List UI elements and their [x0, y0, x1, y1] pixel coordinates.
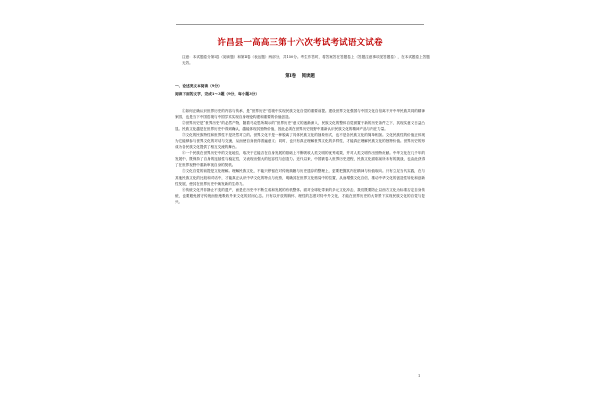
paragraph: ④一个民族在世界历史中的文化地位，取决于它能否在自身发展的基础上不断吸收人类文明的优秀成果，并对人类文明作出独特贡献。中华文化在几千年的发展中，既保持了自身的连续性与稳定性，又表现出强大的包容性与创造力。近代以来，中国被卷入世界历史进程，民族文化面临前所未有的挑战，也由此获得了在世界视野中重新审视自身的契机。: [175, 151, 425, 168]
paragraph: ③文化的民族特性和世界性不是决然对立的。世界文化不是一种脱离了具体民族文化的抽象形式，也不是各民族文化的简单相加。文化民族性的价值正体现为它能够参与世界文化的对话与交流，从而使自身获得普遍意义；同时，也只有真正理解世界文化的多样性，才能真正理解民族文化的独特价值。世界历史的形成为各民族文化提供了相互交流的舞台。: [175, 133, 425, 150]
document-title: 许昌县一高高三第十六次考试考试语文试卷: [217, 38, 383, 48]
header-rule: [176, 24, 424, 25]
paragraph: ⑤文化自觉的前提是文化理解。理解民族文化，不能只停留在对传统典籍与历史遗存的整理上，更要把握其内在精神与价值取向。只有立足当代实践，在与其他民族文化的比较和对话中，才能真正认识中华文化的特点与优势，明确其在世界文化格局中的位置，从而增强文化自信，推动中华文化的创造性转化和创新性发展，使其在世界历史中焕发新的生命力。: [175, 169, 425, 186]
paragraph: ⑥传统文化并非静止不变的遗产，而是在历史中不断生成和发展的有机整体。面对全球化带来的多元文化冲击，我们既要防止以西方文化为标准否定自身传统，也要避免固守传统而拒绝吸收外来文化的封闭心态。只有以开放的胸怀、理性的态度对待中外文化，才能在世界历史的大背景下实现民族文化的自觉与复兴。: [175, 187, 425, 204]
section-subheading: 阅读下面的文字，完成1～3题（9分，每小题3分）: [175, 92, 260, 96]
part-heading: 第Ⅰ卷 阅读题: [285, 74, 315, 79]
section-heading: 一、论述类文本阅读（9分）: [175, 84, 222, 88]
exam-instructions: 注意：本试题卷分第Ⅰ卷（阅读题）和第Ⅱ卷（表达题）两部分，共150分。考生作答时，将答案答在答题卷上（答题注意事项见答题卷），在本试题卷上答题无效。: [182, 55, 430, 65]
paragraph: ②世界历史是“世界历史”的必然产物，随着马克思所揭示的“世界历史”意义的逐渐深入，民族文化的整体自觉被置于新的历史条件之下，其现实意义日益凸显。民族文化越是在世界历史中得到确认，越能体现其独特价值，因此必须在世界历史视野中重新认识民族文化的精神产品与内在力量。: [175, 121, 425, 132]
page-number: 1: [418, 374, 421, 378]
article-body: [175, 108, 425, 205]
paragraph: ①如何正确认识世界历史的内容与传承，是“世界历史”语境中实现民族文化自觉的重要前提。建设世界文化强国与中国文化自信离不开中华民族共同的精神家园，也是当下中国语境与中国学术实现自身理论构建和重要的价值创造。: [175, 109, 425, 120]
